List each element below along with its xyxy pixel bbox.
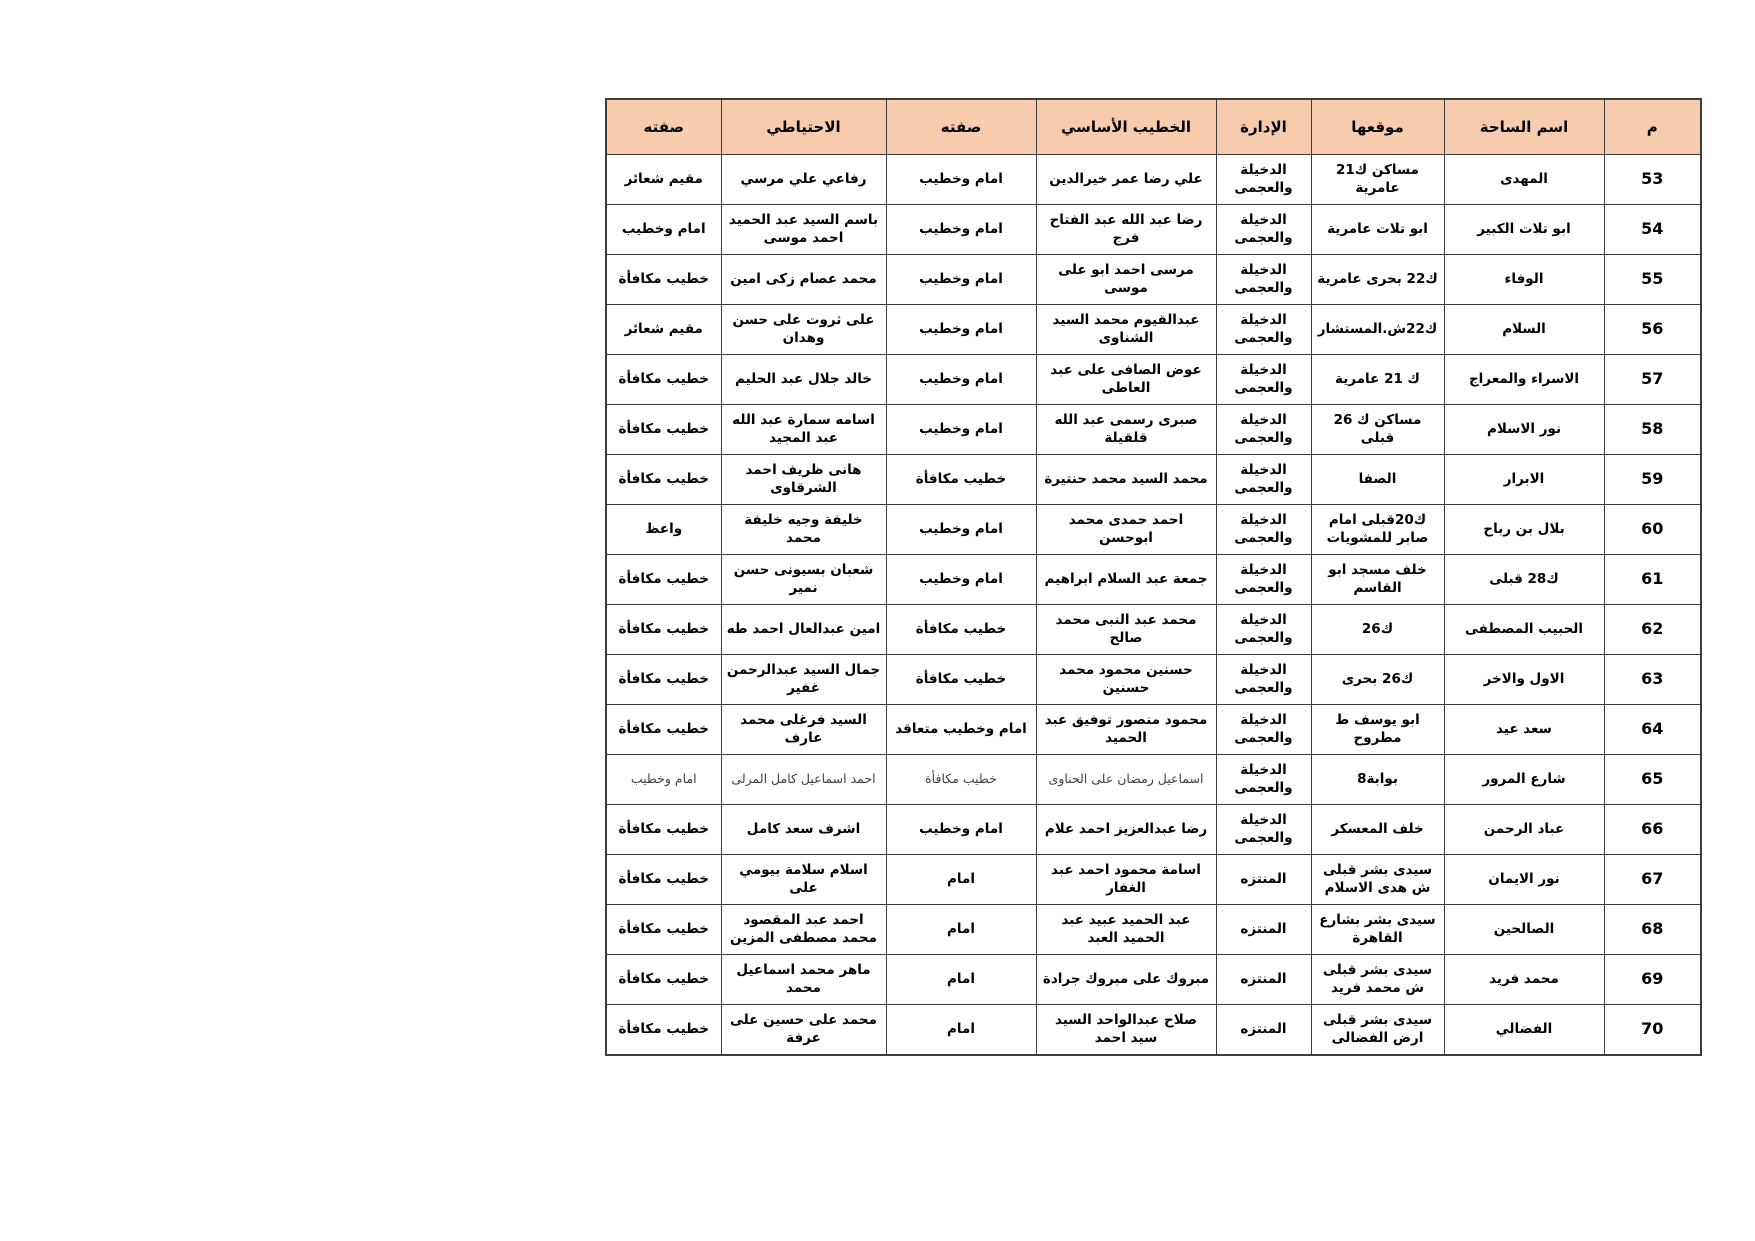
- table-cell-reserve_title: واعظ: [606, 505, 721, 555]
- table-row: [606, 905, 1701, 955]
- table-cell-admin: الدخيلة والعجمى: [1216, 505, 1311, 555]
- table-cell-location: ك22 بحرى عامرية: [1311, 255, 1444, 305]
- table-cell-reserve: رفاعي علي مرسي: [721, 155, 886, 205]
- preachers-roster-table: [605, 98, 1702, 1056]
- table-cell-khateeb: احمد حمدى محمد ابوحسن: [1036, 505, 1216, 555]
- table-cell-reserve: اسلام سلامة بيومي على: [721, 855, 886, 905]
- table-cell-location: سيدى بشر قبلى ش محمد فريد: [1311, 955, 1444, 1005]
- table-cell-location: ك26: [1311, 605, 1444, 655]
- table-row: [606, 505, 1701, 555]
- table-body: [606, 155, 1701, 1056]
- table-cell-reserve: خالد جلال عبد الحليم: [721, 355, 886, 405]
- table-cell-reserve: على ثروت على حسن وهدان: [721, 305, 886, 355]
- table-cell-no: 59: [1604, 455, 1701, 505]
- table-row: [606, 455, 1701, 505]
- table-cell-admin: المنتزه: [1216, 905, 1311, 955]
- header-cell-admin: الإدارة: [1216, 99, 1311, 155]
- table-cell-khateeb: حسنين محمود محمد حسنين: [1036, 655, 1216, 705]
- table-row: [606, 305, 1701, 355]
- table-row: [606, 755, 1701, 805]
- table-cell-reserve_title: خطيب مكافأة: [606, 855, 721, 905]
- table-cell-khateeb_title: امام: [886, 1005, 1036, 1056]
- table-cell-reserve_title: مقيم شعائر: [606, 155, 721, 205]
- table-cell-no: 54: [1604, 205, 1701, 255]
- table-cell-admin: الدخيلة والعجمى: [1216, 155, 1311, 205]
- table-cell-name: الفضالي: [1444, 1005, 1604, 1056]
- table-cell-khateeb_title: امام وخطيب متعاقد: [886, 705, 1036, 755]
- table-cell-location: ك20قبلى امام صابر للمشويات: [1311, 505, 1444, 555]
- table-row: [606, 855, 1701, 905]
- table-cell-khateeb_title: خطيب مكافأة: [886, 605, 1036, 655]
- table-cell-reserve_title: خطيب مكافأة: [606, 555, 721, 605]
- table-cell-location: خلف المعسكر: [1311, 805, 1444, 855]
- header-cell-khateeb_title: صفته: [886, 99, 1036, 155]
- table-cell-khateeb: صبرى رسمى عبد الله قلقيلة: [1036, 405, 1216, 455]
- table-cell-no: 68: [1604, 905, 1701, 955]
- table-cell-khateeb_title: امام وخطيب: [886, 405, 1036, 455]
- table-cell-admin: الدخيلة والعجمى: [1216, 205, 1311, 255]
- table-cell-admin: الدخيلة والعجمى: [1216, 755, 1311, 805]
- table-cell-khateeb_title: امام: [886, 855, 1036, 905]
- table-cell-name: الصالحين: [1444, 905, 1604, 955]
- table-cell-admin: الدخيلة والعجمى: [1216, 555, 1311, 605]
- table-cell-admin: الدخيلة والعجمى: [1216, 305, 1311, 355]
- table-cell-reserve: احمد عبد المقصود محمد مصطفى المزين: [721, 905, 886, 955]
- table-row: [606, 255, 1701, 305]
- table-cell-admin: المنتزه: [1216, 1005, 1311, 1056]
- table-cell-no: 60: [1604, 505, 1701, 555]
- table-cell-admin: الدخيلة والعجمى: [1216, 355, 1311, 405]
- table-row: [606, 1005, 1701, 1056]
- table-cell-reserve: محمد على حسين على عرفة: [721, 1005, 886, 1056]
- table-cell-no: 58: [1604, 405, 1701, 455]
- table-cell-reserve_title: امام وخطيب: [606, 205, 721, 255]
- table-cell-admin: الدخيلة والعجمى: [1216, 455, 1311, 505]
- table-cell-khateeb: عوض الصافى على عبد العاطى: [1036, 355, 1216, 405]
- table-cell-name: الاسراء والمعراج: [1444, 355, 1604, 405]
- table-cell-khateeb: اسماعيل رمضان على الحناوى: [1036, 755, 1216, 805]
- table-cell-no: 55: [1604, 255, 1701, 305]
- table-cell-reserve_title: خطيب مكافأة: [606, 605, 721, 655]
- table-cell-admin: الدخيلة والعجمى: [1216, 655, 1311, 705]
- table-cell-admin: الدخيلة والعجمى: [1216, 255, 1311, 305]
- table-cell-name: ابو تلات الكبير: [1444, 205, 1604, 255]
- table-cell-khateeb_title: امام وخطيب: [886, 305, 1036, 355]
- table-cell-no: 70: [1604, 1005, 1701, 1056]
- table-cell-khateeb_title: خطيب مكافأة: [886, 655, 1036, 705]
- header-row: [606, 99, 1701, 155]
- table-cell-reserve_title: امام وخطيب: [606, 755, 721, 805]
- table-cell-reserve: خليفة وجيه خليفة محمد: [721, 505, 886, 555]
- table-row: [606, 705, 1701, 755]
- table-cell-reserve: هانى ظريف احمد الشرقاوى: [721, 455, 886, 505]
- table-cell-no: 62: [1604, 605, 1701, 655]
- table-cell-khateeb_title: امام وخطيب: [886, 255, 1036, 305]
- table-cell-no: 53: [1604, 155, 1701, 205]
- table-cell-name: شارع المرور: [1444, 755, 1604, 805]
- table-cell-no: 67: [1604, 855, 1701, 905]
- table-cell-location: مساكن ك21 عامرية: [1311, 155, 1444, 205]
- table-cell-location: ابو يوسف ط مطروح: [1311, 705, 1444, 755]
- table-cell-no: 61: [1604, 555, 1701, 605]
- table-cell-name: المهدى: [1444, 155, 1604, 205]
- header-cell-reserve: الاحتياطي: [721, 99, 886, 155]
- table-cell-name: السلام: [1444, 305, 1604, 355]
- table-cell-reserve_title: خطيب مكافأة: [606, 455, 721, 505]
- table-cell-khateeb_title: امام وخطيب: [886, 205, 1036, 255]
- table-cell-reserve: جمال السيد عبدالرحمن غفير: [721, 655, 886, 705]
- table-cell-name: محمد فريد: [1444, 955, 1604, 1005]
- table-cell-reserve: امين عبدالعال احمد طه: [721, 605, 886, 655]
- table-cell-no: 65: [1604, 755, 1701, 805]
- header-cell-khateeb: الخطيب الأساسي: [1036, 99, 1216, 155]
- table-row: [606, 555, 1701, 605]
- table-cell-no: 57: [1604, 355, 1701, 405]
- table-cell-reserve_title: خطيب مكافأة: [606, 955, 721, 1005]
- table-cell-name: ك28 قبلى: [1444, 555, 1604, 605]
- table-cell-reserve: محمد عصام زكى امين: [721, 255, 886, 305]
- header-cell-name: اسم الساحة: [1444, 99, 1604, 155]
- table-cell-location: ابو تلات عامرية: [1311, 205, 1444, 255]
- table-cell-reserve_title: خطيب مكافأة: [606, 805, 721, 855]
- table-cell-reserve: اشرف سعد كامل: [721, 805, 886, 855]
- table-cell-reserve: ماهر محمد اسماعيل محمد: [721, 955, 886, 1005]
- table-cell-khateeb_title: امام وخطيب: [886, 505, 1036, 555]
- table-cell-reserve_title: خطيب مكافأة: [606, 355, 721, 405]
- table-cell-no: 64: [1604, 705, 1701, 755]
- table-cell-khateeb: مبروك على مبروك جرادة: [1036, 955, 1216, 1005]
- table-cell-location: ك26 بحرى: [1311, 655, 1444, 705]
- table-cell-khateeb_title: خطيب مكافأة: [886, 755, 1036, 805]
- table-cell-khateeb: جمعة عبد السلام ابراهيم: [1036, 555, 1216, 605]
- table-cell-no: 56: [1604, 305, 1701, 355]
- table-cell-admin: الدخيلة والعجمى: [1216, 805, 1311, 855]
- table-cell-reserve_title: خطيب مكافأة: [606, 655, 721, 705]
- table-cell-khateeb_title: امام وخطيب: [886, 555, 1036, 605]
- table-cell-name: الوفاء: [1444, 255, 1604, 305]
- table-cell-reserve: شعبان بسيونى حسن نمير: [721, 555, 886, 605]
- table-cell-khateeb: محمود منصور توفيق عبد الحميد: [1036, 705, 1216, 755]
- table-row: [606, 805, 1701, 855]
- table-cell-khateeb: صلاح عبدالواحد السيد سيد احمد: [1036, 1005, 1216, 1056]
- table-cell-location: الصفا: [1311, 455, 1444, 505]
- table-row: [606, 405, 1701, 455]
- table-row: [606, 605, 1701, 655]
- table-cell-reserve_title: مقيم شعائر: [606, 305, 721, 355]
- table-cell-no: 66: [1604, 805, 1701, 855]
- table-cell-name: الحبيب المصطفى: [1444, 605, 1604, 655]
- header-cell-location: موقعها: [1311, 99, 1444, 155]
- table-cell-reserve: باسم السيد عبد الحميد احمد موسى: [721, 205, 886, 255]
- table-cell-reserve_title: خطيب مكافأة: [606, 705, 721, 755]
- table-cell-reserve_title: خطيب مكافأة: [606, 905, 721, 955]
- table-cell-reserve_title: خطيب مكافأة: [606, 1005, 721, 1056]
- table-cell-location: مساكن ك 26 قبلى: [1311, 405, 1444, 455]
- table-cell-khateeb_title: امام: [886, 955, 1036, 1005]
- table-cell-name: الابرار: [1444, 455, 1604, 505]
- table-cell-admin: الدخيلة والعجمى: [1216, 605, 1311, 655]
- table-cell-name: نور الاسلام: [1444, 405, 1604, 455]
- table-row: [606, 955, 1701, 1005]
- table-cell-name: الاول والاخر: [1444, 655, 1604, 705]
- table-cell-khateeb: علي رضا عمر خيرالدين: [1036, 155, 1216, 205]
- table-cell-location: خلف مسجد ابو القاسم: [1311, 555, 1444, 605]
- table-cell-reserve: اسامه سمارة عبد الله عبد المجيد: [721, 405, 886, 455]
- table-cell-admin: الدخيلة والعجمى: [1216, 705, 1311, 755]
- table-cell-reserve: احمد اسماعيل كامل المرلى: [721, 755, 886, 805]
- table-cell-reserve_title: خطيب مكافأة: [606, 405, 721, 455]
- table-cell-location: ك22ش.المستشار: [1311, 305, 1444, 355]
- table-cell-khateeb: محمد عبد النبى محمد صالح: [1036, 605, 1216, 655]
- table-row: [606, 355, 1701, 405]
- table-cell-khateeb_title: امام وخطيب: [886, 155, 1036, 205]
- table-cell-location: بوابة8: [1311, 755, 1444, 805]
- table-cell-khateeb_title: امام: [886, 905, 1036, 955]
- table-cell-name: بلال بن رباح: [1444, 505, 1604, 555]
- table-cell-no: 63: [1604, 655, 1701, 705]
- table-cell-khateeb_title: امام وخطيب: [886, 805, 1036, 855]
- table-cell-khateeb: رضا عبدالعزيز احمد علام: [1036, 805, 1216, 855]
- table-cell-name: سعد عيد: [1444, 705, 1604, 755]
- table-cell-location: سيدى بشر بشارع القاهرة: [1311, 905, 1444, 955]
- table-cell-khateeb: عبدالقيوم محمد السيد الشناوى: [1036, 305, 1216, 355]
- table-cell-name: نور الايمان: [1444, 855, 1604, 905]
- table-cell-khateeb: اسامة محمود احمد عبد الغفار: [1036, 855, 1216, 905]
- header-cell-no: م: [1604, 99, 1701, 155]
- table-cell-location: سيدى بشر قبلى ش هدى الاسلام: [1311, 855, 1444, 905]
- table-cell-location: ك 21 عامرية: [1311, 355, 1444, 405]
- table-cell-admin: الدخيلة والعجمى: [1216, 405, 1311, 455]
- header-cell-reserve_title: صفته: [606, 99, 721, 155]
- table-cell-khateeb_title: امام وخطيب: [886, 355, 1036, 405]
- table-cell-location: سيدى بشر قبلى ارض الفضالى: [1311, 1005, 1444, 1056]
- table-cell-khateeb: محمد السيد محمد حنتيرة: [1036, 455, 1216, 505]
- table-cell-admin: المنتزه: [1216, 955, 1311, 1005]
- table-row: [606, 155, 1701, 205]
- table-cell-reserve: السيد فرغلى محمد عارف: [721, 705, 886, 755]
- table-cell-admin: المنتزه: [1216, 855, 1311, 905]
- table-cell-khateeb_title: خطيب مكافأة: [886, 455, 1036, 505]
- table-row: [606, 205, 1701, 255]
- table-cell-name: عباد الرحمن: [1444, 805, 1604, 855]
- table-cell-khateeb: عبد الحميد عبيد عبد الحميد العبد: [1036, 905, 1216, 955]
- table-cell-no: 69: [1604, 955, 1701, 1005]
- table-row: [606, 655, 1701, 705]
- table-cell-khateeb: مرسى احمد ابو على موسى: [1036, 255, 1216, 305]
- table-cell-khateeb: رضا عبد الله عبد الفتاح فرج: [1036, 205, 1216, 255]
- table-cell-reserve_title: خطيب مكافأة: [606, 255, 721, 305]
